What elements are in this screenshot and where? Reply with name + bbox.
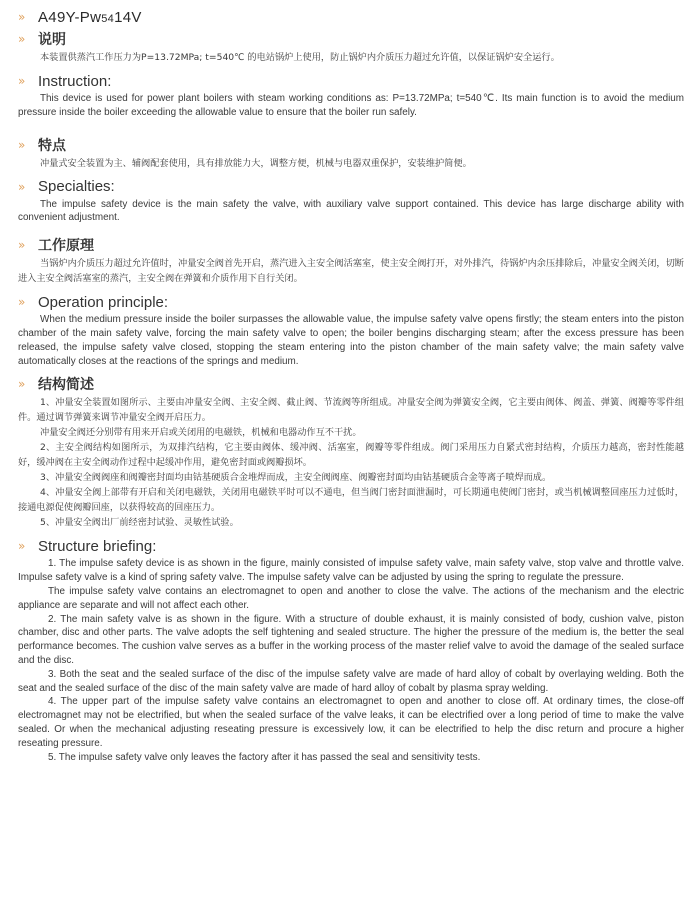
struct-en-item: 5. The impulse safety valve only leaves the factory after it has passed the seal and sensitivity tests. (48, 751, 481, 763)
desc-en-text: This device is used for power plant boilers with steam working conditions as: P=13.72MPa; t=540℃. Its main function is to avoid the medium pressure inside the boiler exceeding the allowable value to ensure that the boiler run safely. (18, 93, 684, 118)
section-heading-op-zh (18, 234, 684, 256)
section-heading-feat-zh (18, 134, 684, 156)
section-heading-struct-zh (18, 373, 684, 395)
chevron-icon: » (18, 179, 24, 194)
op-zh-text: 当锅炉内介质压力超过允许值时，冲量安全阀首先开启，蒸汽进入主安全阀活塞室，使主安全阀打开，对外排汽，待锅炉内余压排除后，冲量安全阀关闭，切断进入主安全阀活塞室的蒸汽，主安全阀在弹簧和介质作用下自行关闭。 (18, 258, 684, 285)
chevron-icon: » (18, 295, 24, 310)
section-heading-desc-zh (18, 28, 684, 50)
struct-zh-item: 2、主安全阀结构如图所示，为双排汽结构，它主要由阀体、缓冲阀、活塞室，阀瓣等零件组成。阀门采用压力自紧式密封结构，介质压力越高，密封性能越好，缓冲阀在主安全阀动作过程中起缓冲作用，避免密封面或阀瓣损坏。 (18, 442, 684, 469)
section-heading-desc-en (18, 70, 684, 92)
chevron-icon: » (18, 137, 24, 152)
section-title: Operation principle: (38, 293, 169, 311)
chevron-icon: » (18, 539, 24, 554)
chevron-icon: » (18, 377, 24, 392)
struct-en-item: The impulse safety valve contains an electromagnet to open and another to close the valve. The actions of the mechanism and the electric appliance are separate and will not affect each other. (18, 585, 684, 611)
chevron-icon: » (18, 32, 24, 46)
struct-zh-item: 冲量安全阀还分别带有用来开启或关闭用的电磁铁，机械和电器动作互不干扰。 (40, 427, 362, 439)
struct-en-item: 3. Both the seat and the sealed surface of the disc of the impulse safety valve are made of hard alloy of cobalt by overlaying welding. Both the seat and the sealed surface of the disc of the main safety valve are made of hard alloy of cobalt by plasma spray welding. (18, 668, 684, 694)
section-title: Structure briefing: (38, 537, 157, 555)
model-header (18, 6, 684, 28)
op-en-text: When the medium pressure inside the boiler surpasses the allowable value, the impulse safety valve opens firstly; the steam enters into the piston chamber of the main safety valve, forcing the main safety valve to open; the boiler bengins discharging steam; after the excess pressure has been released, the impulse safety valve closed, stopping the steam entering into the piston chamber of the main safety valve; the main safety valve automatically closes at the reactions of the springs and medium. (18, 314, 684, 367)
section-heading-op-en (18, 291, 684, 313)
feat-en-text: The impulse safety device is the main safety the valve, with auxiliary valve support contained. This device has large discharge ability with convenient adjustment. (18, 198, 684, 224)
model-title: A49Y-Pw5414V (38, 8, 142, 26)
section-title: 工作原理 (38, 238, 94, 255)
desc-zh-text: 本装置供蒸汽工作压力为P=13.72MPa; t=540℃ 的电站锅炉上使用，防止锅炉内介质压力超过允许值，以保证锅炉安全运行。 (40, 52, 560, 63)
section-title: Specialties: (38, 178, 115, 196)
section-title: Instruction: (38, 72, 112, 90)
section-heading-feat-en (18, 176, 684, 198)
struct-zh-item: 1、冲量安全装置如图所示、主要由冲量安全阀、主安全阀、截止阀、节流阀等所组成。冲量安全阀为弹簧安全阀，它主要由阀体、阀盖、弹簧、阀瓣等零件组件。通过调节弹簧来调节冲量安全阀开启压力。 (18, 397, 684, 424)
section-title: 结构简述 (38, 377, 94, 394)
feat-zh-text: 冲量式安全装置为主、辅阀配套使用，具有排放能力大，调整方便，机械与电器双重保护，安装维护简便。 (40, 157, 472, 169)
chevron-icon: » (18, 10, 24, 24)
chevron-icon: » (18, 74, 24, 88)
struct-en-item: 2. The main safety valve is as shown in the figure. With a structure of double exhaust, it is mainly consisted of body, cushion valve, piston chamber, disc and other parts. The valve adopts the self tightening and sealed structure. The higher the pressure of the medium is, the better the seal performance becomes. The cushion valve serves as a buffer in the working process of the master relief valve to avoid the damage of the sealed surface and the disc. (18, 613, 684, 666)
struct-zh-item: 3、冲量安全阀阀座和阀瓣密封面均由钴基硬质合金堆焊而成，主安全阀阀座、阀瓣密封面均由钴基硬质合金等离子喷焊而成。 (40, 472, 552, 484)
struct-zh-item: 5、冲量安全阀出厂前经密封试验、灵敏性试验。 (40, 517, 239, 529)
struct-en-item: 4. The upper part of the impulse safety valve contains an electromagnet to open and another to close off. At ordinary times, the close-off electromagnet may not be electrified, but when the sealed surface of the valve leaks, it can be electrified over a long period of time to make the valve sealed. Or when the mechanical adjusting reseating pressure is excessively low, it can be electrified to help the disc return and procure a higher reseating pressure. (18, 696, 684, 749)
struct-zh-item: 4、冲量安全阀上部带有开启和关闭电磁铁，关闭用电磁铁平时可以不通电，但当阀门密封面泄漏时，可长期通电使阀门密封，或当机械调整回座压力过低时，接通电源促使阀瓣回座，以获得较高的回座压力。 (18, 487, 684, 514)
chevron-icon: » (18, 238, 24, 253)
struct-en-item: 1. The impulse safety device is as shown in the figure, mainly consisted of impulse safety valve, main safety valve, stop valve and throttle valve. Impulse safety valve is a kind of spring safety valve. The impulse safety valve can be adjusted by using the spring to regulate the pressure. (18, 558, 684, 584)
section-heading-struct-en (18, 535, 684, 557)
section-title: 特点 (38, 137, 66, 154)
section-title: 说明 (38, 32, 66, 48)
